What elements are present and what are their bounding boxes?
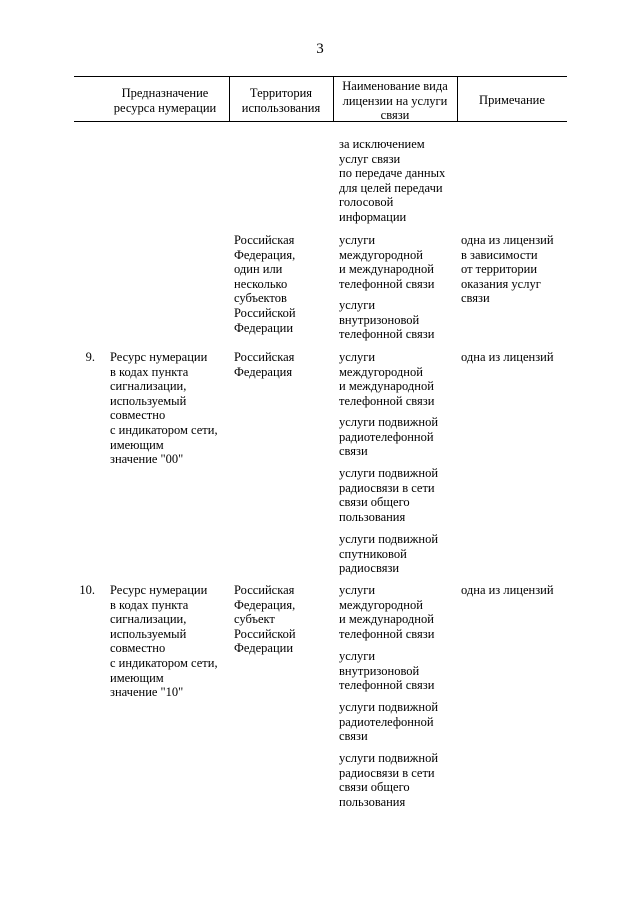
row-10-number: 10. [79, 583, 95, 597]
header-bottom-rule [74, 121, 567, 122]
row-10-license-mobile-radio: услуги подвижной радиосвязи в сети связи общего пользования [339, 751, 439, 809]
row-10-resource: Ресурс нумерации в кодах пункта сигнализации, используемый совместно с индикатором сети, имеющим значение "10" [110, 583, 218, 700]
row-9-license-satellite: услуги подвижной спутниковой радиосвязи [339, 532, 439, 576]
page-number: 3 [316, 41, 324, 57]
cont-license-exclusion: за исключением услуг связи по передаче данных для целей передачи голосовой информации [339, 137, 446, 224]
header-territory: Территория использования [241, 86, 321, 115]
header-top-rule [74, 76, 567, 77]
row-9-license-mobile-radio: услуги подвижной радиосвязи в сети связи общего пользования [339, 466, 439, 524]
row-9-license-long-distance: услуги междугородной и международной телефонной связи [339, 350, 435, 408]
row-10-license-long-distance: услуги междугородной и международной телефонной связи [339, 583, 435, 641]
row-10-note: одна из лицензий [461, 583, 554, 597]
row-10-territory: Российская Федерация, субъект Российской Федерации [234, 583, 296, 656]
header-resource-purpose: Предназначение ресурса нумерации [113, 86, 217, 115]
row-10-license-mobile-radiotelephone: услуги подвижной радиотелефонной связи [339, 700, 439, 744]
row-9-license-mobile-radiotelephone: услуги подвижной радиотелефонной связи [339, 415, 439, 459]
cont-license-long-distance: услуги междугородной и международной телефонной связи [339, 233, 435, 291]
row-9-note: одна из лицензий [461, 350, 554, 364]
row-9-territory: Российская Федерация [234, 350, 295, 379]
row-9-resource: Ресурс нумерации в кодах пункта сигнализации, используемый совместно с индикатором сети, имеющим значение "00" [110, 350, 218, 467]
header-note: Примечание [479, 93, 545, 107]
row-10-license-intrazonal: услуги внутризоновой телефонной связи [339, 649, 435, 693]
row-9-number: 9. [85, 350, 95, 364]
cont-note: одна из лицензий в зависимости от территории оказания услуг связи [461, 233, 554, 306]
cont-license-intrazonal: услуги внутризоновой телефонной связи [339, 298, 435, 342]
cont-territory: Российская Федерация, один или несколько субъектов Российской Федерации [234, 233, 296, 335]
header-license-type: Наименование вида лицензии на услуги связи [342, 79, 448, 123]
